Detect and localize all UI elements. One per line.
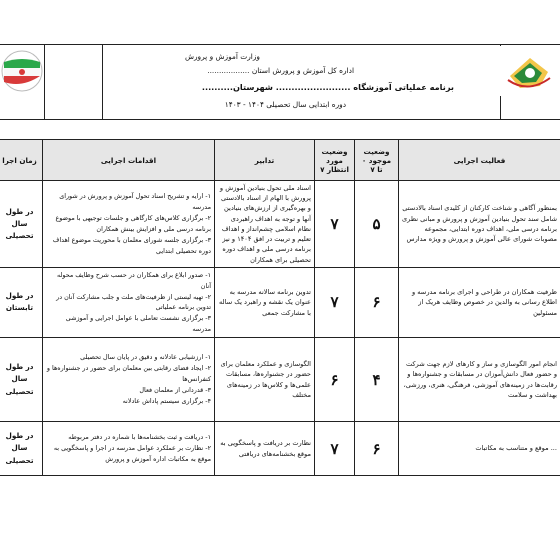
action-item: ۴- برگزاری سیستم پاداش عادلانه [122,396,211,405]
goal-cell: انجام امور الگوسازی و ساز و کارهای لازم جهت شرکت و حضور فعال دانش‌آموزان در مسابقات و جشنواره‌ها و رقابت‌ها در زمینه‌های آموزشی، فرهنگی، هنری، ورزشی، بهداشت و سلامت [399,338,560,422]
header-time: زمان اجرا [0,140,43,181]
table-row [0,267,560,337]
time-cell: در طول تابستان [0,267,43,337]
action-item: ۱- ارایه و تشریح اسناد تحول آموزش و پرورش در شورای مدرسه [59,192,211,212]
ministry-logo-icon [500,46,556,96]
expected-status: ۷ [315,181,355,268]
table-header-row [0,140,560,181]
expected-status: ۷ [315,422,355,476]
header-goals: فعالیت اجرایی [399,140,560,181]
current-status: ۶ [355,267,399,337]
time-cell: در طول سال تحصیلی [0,422,43,476]
goal-cell: بمنظور آگاهی و شناخت کارکنان از کلیدی اسناد بالادستی شامل سند تحول بنیادین آموزش و پرورش و مبانی نظری برنامه درسی ملی، اهداف دوره ابتدایی، مجموعه مصوبات شورای عالی آموزش و پرورش و ویژه مدارس [399,181,560,268]
current-status: ۴ [355,338,399,422]
ministry-name: وزارت آموزش و پرورش [184,52,260,61]
expected-status: ۷ [315,267,355,337]
action-item: ۳- برگزاری جلسه شورای معلمان با محوریت موضوع اهداف دوره تحصیلی ابتدایی [52,235,211,255]
actions-cell [43,181,215,268]
action-item: ۲- تهیه لیستی از ظرفیت‌های ملت و جلب مشارکت آنان در تدوین برنامه عملیاتی [56,292,211,312]
header-current: وضعیت موجود ۰ تا ۷ [355,140,399,181]
action-item: ۳- برگزاری نشست تعاملی با عوامل اجرایی و آموزشی مدرسه [65,314,211,334]
header-actions: اقدامات اجرایی [43,140,215,181]
program-title: برنامه عملیاتی آموزشگاه ........................ شهرستان.......... [201,82,454,92]
focus-cell: نظارت بر دریافت و پاسخگویی به موقع بخشنامه‌های دریافتی [215,422,315,476]
action-item: ۱- صدور ابلاغ برای همکاران در حسب شرح وظایف محوله آنان [57,270,211,290]
action-item: ۲- نظارت بر عملکرد عوامل مدرسه در اجرا و پاسخگویی به موقع به مکاتبات اداره آموزش و پرورش [53,444,211,464]
office-name: اداره کل آموزش و پرورش استان .................. [207,66,354,75]
focus-cell: تدوین برنامه سالانه مدرسه به عنوان یک نقشه و راهبرد یک ساله با مشارکت جمعی [215,267,315,337]
action-item: ۱- ارزشیابی عادلانه و دقیق در پایان سال تحصیلی [80,353,211,362]
actions-cell [43,338,215,422]
actions-cell [43,267,215,337]
header-focus: تدابیر [215,140,315,181]
table-row [0,422,560,476]
current-status: ۶ [355,422,399,476]
expected-status: ۶ [315,338,355,422]
actions-cell [43,422,215,476]
current-status: ۵ [355,181,399,268]
action-item: ۲- ایجاد فضای رقابتی بین معلمان برای حضور در جشنواره‌ها و کنفرانس‌ها [46,364,211,384]
table-row [0,181,560,268]
header-expected: وضعیت مورد انتظار ۷ [315,140,355,181]
time-cell: در طول سال تحصیلی [0,181,43,268]
action-item: ۳- قدردانی از معلمان فعال [139,386,211,395]
school-year: دوره ابتدایی سال تحصیلی ۱۴۰۴ - ۱۴۰۳ [224,100,346,109]
table-row [0,338,560,422]
focus-cell: اسناد ملی تحول بنیادین آموزش و پرورش با الهام از اسناد بالادستی و بهره‌گیری از ارزش‌های بنیادین آنها و توجه به اهداف راهبردی نظام اسلامی چشم‌انداز و اهداف تعلیم و تربیت در افق ۱۴۰۴ و نیز برنامه درسی ملی و اهداف دوره تحصیلی برای همکاران [215,181,315,268]
flag-emblem-icon [0,48,44,94]
action-item: ۱- دریافت و ثبت بخشنامه‌ها با شماره در دفتر مربوطه [68,433,211,442]
operational-plan-table [0,139,560,476]
action-item: ۲- برگزاری کلاس‌های کارگاهی و جلسات توجیهی با موضوع برنامه درسی ملی و افزایش بینش همکاران [55,213,211,233]
time-cell: در طول سال تحصیلی [0,338,43,422]
goal-cell: ظرفیت همکاران در طراحی و اجرای برنامه مدرسه و اطلاع رسانی به والدین در خصوص وظایف هریک از مسئولین [399,267,560,337]
goal-cell: ... موقع و متناسب به مکاتبات [399,422,560,476]
focus-cell: الگوسازی و عملکرد معلمان برای حضور در جشنواره‌ها، مسابقات علمی‌ها و کلاس‌ها در زمینه‌های مختلف [215,338,315,422]
